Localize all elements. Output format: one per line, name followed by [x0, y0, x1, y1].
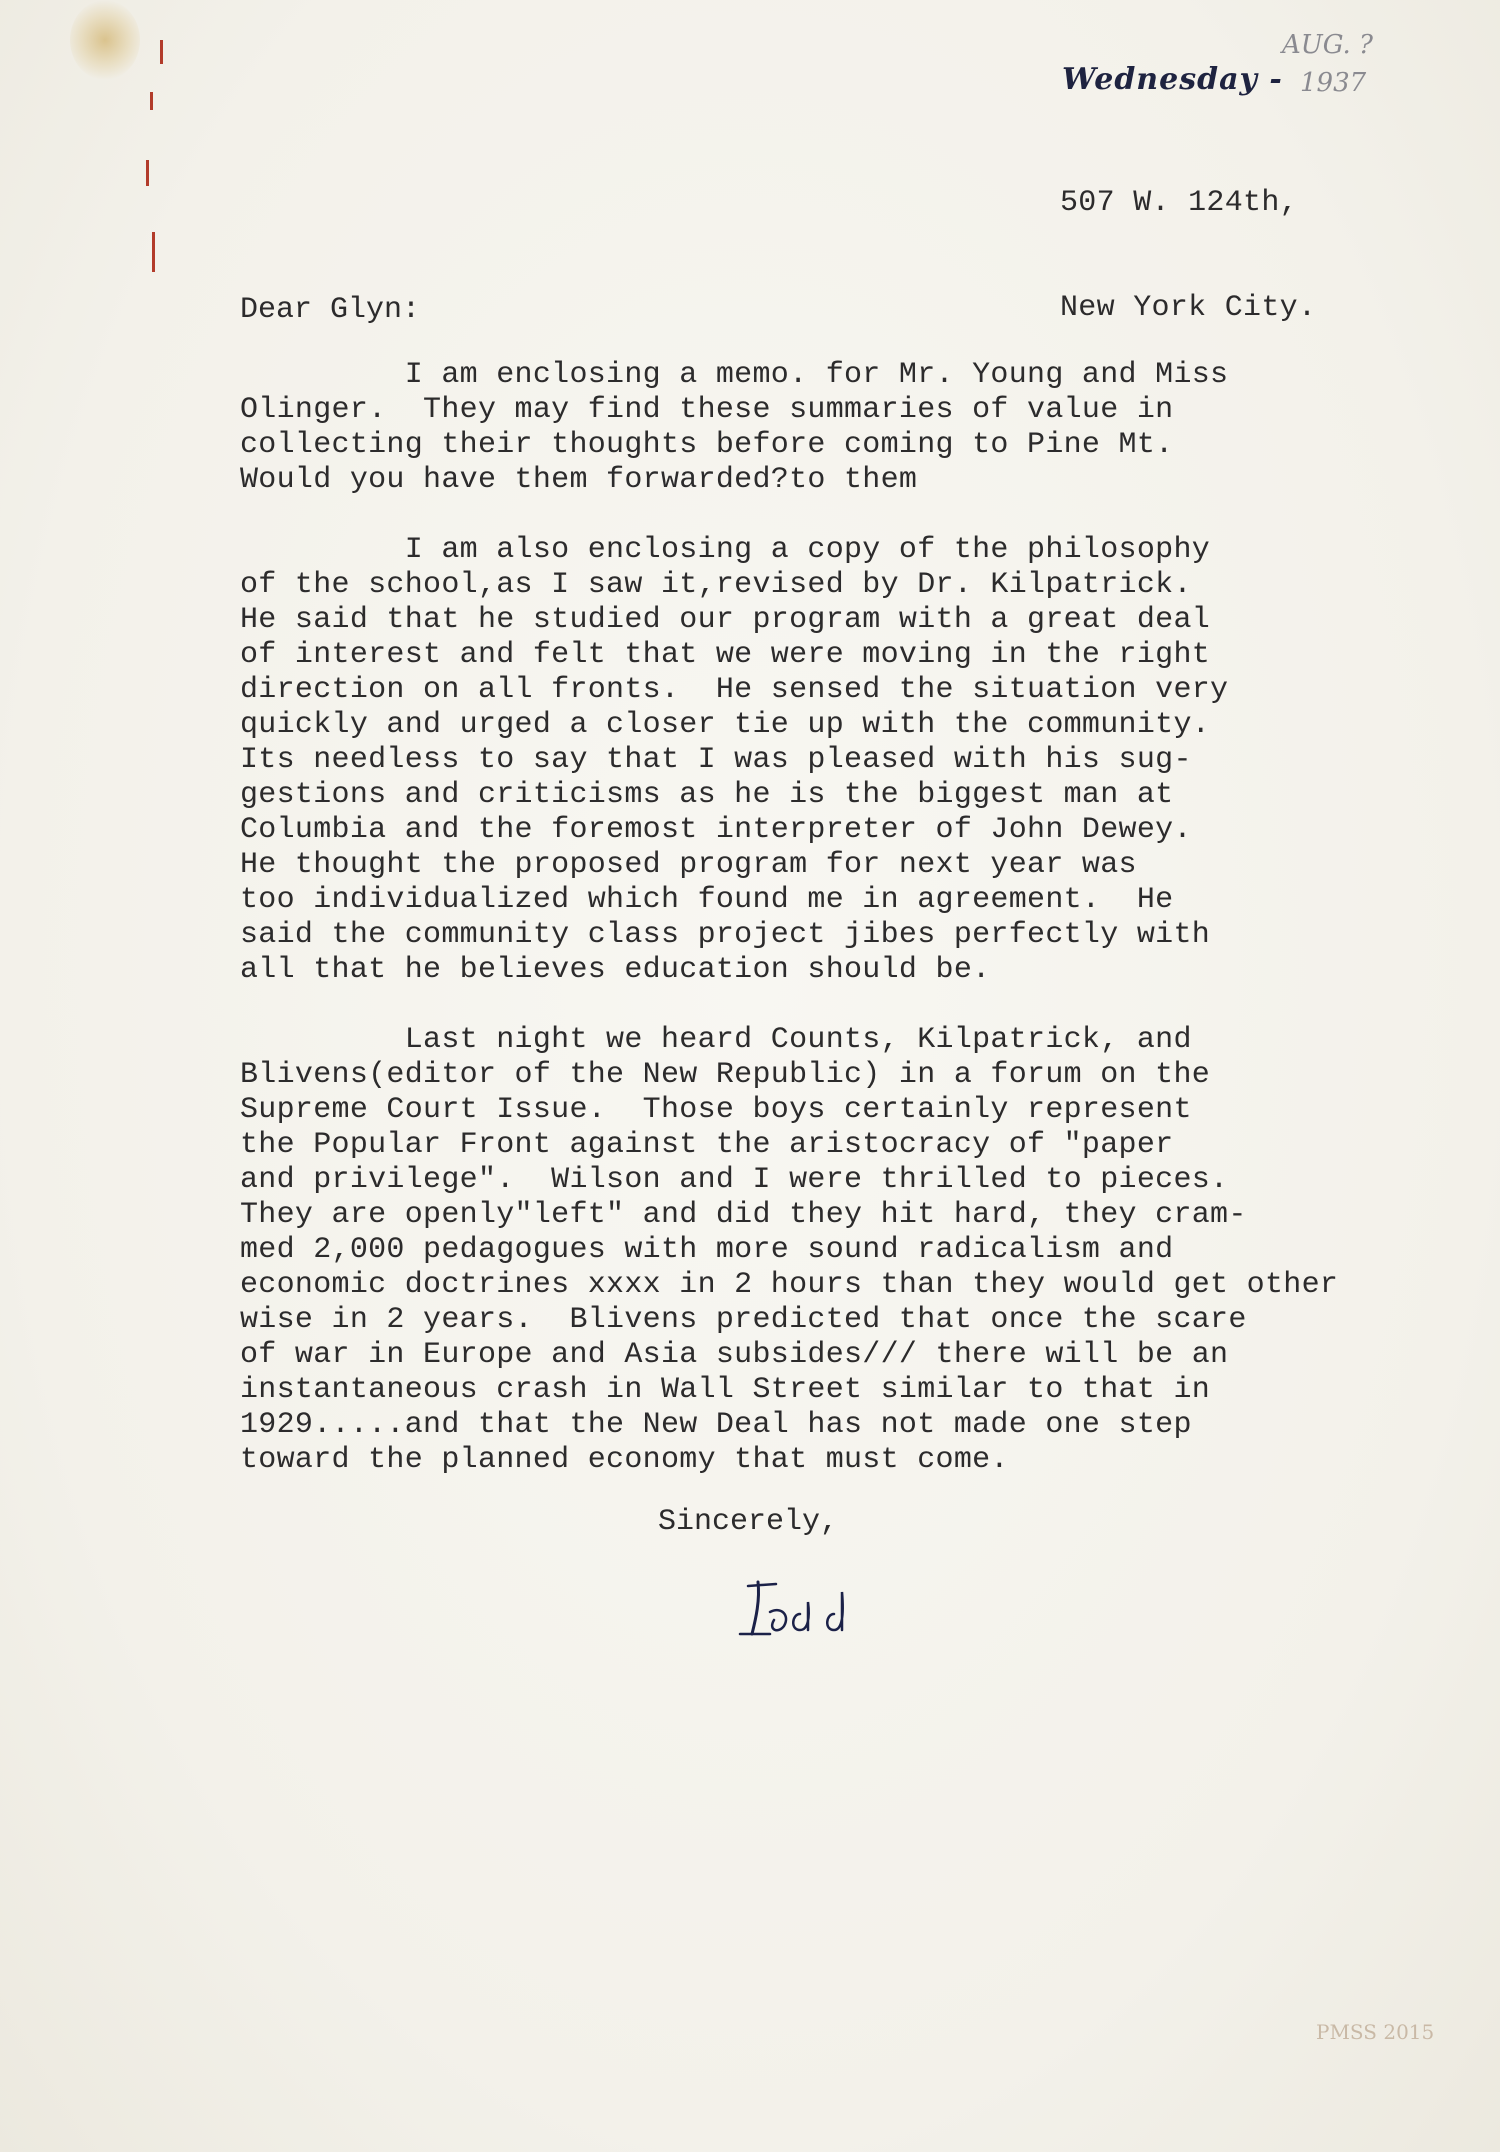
body-line: toward the planned economy that must come. — [240, 1443, 1009, 1477]
body-line: Supreme Court Issue. Those boys certainly represent — [240, 1093, 1192, 1127]
body-line: Columbia and the foremost interpreter of John Dewey. — [240, 813, 1192, 847]
body-line: Olinger. They may find these summaries of value in — [240, 393, 1174, 427]
body-line: They are openly"left" and did they hit hard, they cram- — [240, 1198, 1247, 1232]
paragraph-1 — [240, 358, 1420, 498]
archive-watermark: PMSS 2015 — [1316, 2020, 1435, 2044]
letter-body — [240, 358, 1420, 1513]
body-line: I am enclosing a memo. for Mr. Young and Miss — [240, 358, 1229, 392]
edge-mark — [152, 232, 155, 272]
body-line: I am also enclosing a copy of the philosophy — [240, 533, 1211, 567]
body-line: Would you have them forwarded?to them — [240, 463, 918, 497]
body-line: med 2,000 pedagogues with more sound radicalism and — [240, 1233, 1174, 1267]
body-line: gestions and criticisms as he is the biggest man at — [240, 778, 1174, 812]
body-line: 1929.....and that the New Deal has not made one step — [240, 1408, 1192, 1442]
body-line: Its needless to say that I was pleased with his sug- — [240, 743, 1192, 777]
body-line: instantaneous crash in Wall Street similar to that in — [240, 1373, 1211, 1407]
closing: Sincerely, — [658, 1505, 839, 1539]
edge-mark — [150, 92, 153, 110]
body-line: quickly and urged a closer tie up with the community. — [240, 708, 1211, 742]
body-line: of the school,as I saw it,revised by Dr. Kilpatrick. — [240, 568, 1192, 602]
edge-mark — [146, 160, 149, 186]
address-line: New York City. — [1060, 291, 1317, 325]
paper-stain — [70, 0, 140, 80]
body-line: too individualized which found me in agreement. He — [240, 883, 1174, 917]
body-line: collecting their thoughts before coming to Pine Mt. — [240, 428, 1174, 462]
body-line: He thought the proposed program for next year was — [240, 848, 1137, 882]
paragraph-2 — [240, 533, 1420, 988]
body-line: Last night we heard Counts, Kilpatrick, and — [240, 1023, 1192, 1057]
address-line: 507 W. 124th, — [1060, 186, 1298, 220]
handwritten-date: Wednesday - — [1062, 62, 1283, 97]
handwritten-year-note: 1937 — [1300, 68, 1367, 98]
salutation: Dear Glyn: — [240, 293, 421, 327]
body-line: the Popular Front against the aristocracy of "paper — [240, 1128, 1174, 1162]
body-line: of war in Europe and Asia subsides/// there will be an — [240, 1338, 1229, 1372]
paragraph-3 — [240, 1023, 1420, 1478]
body-line: and privilege". Wilson and I were thrilled to pieces. — [240, 1163, 1229, 1197]
body-line: economic doctrines xxxx in 2 hours than they would get other — [240, 1268, 1339, 1302]
body-line: Blivens(editor of the New Republic) in a forum on the — [240, 1058, 1211, 1092]
handwritten-signature — [730, 1572, 870, 1642]
body-line: of interest and felt that we were moving in the right — [240, 638, 1211, 672]
body-line: said the community class project jibes perfectly with — [240, 918, 1211, 952]
handwritten-month-note: AUG. ? — [1282, 30, 1373, 60]
body-line: wise in 2 years. Blivens predicted that once the scare — [240, 1303, 1247, 1337]
body-line: all that he believes education should be. — [240, 953, 991, 987]
edge-mark — [160, 40, 163, 64]
return-address — [1060, 116, 1316, 396]
body-line: direction on all fronts. He sensed the situation very — [240, 673, 1229, 707]
body-line: He said that he studied our program with a great deal — [240, 603, 1211, 637]
